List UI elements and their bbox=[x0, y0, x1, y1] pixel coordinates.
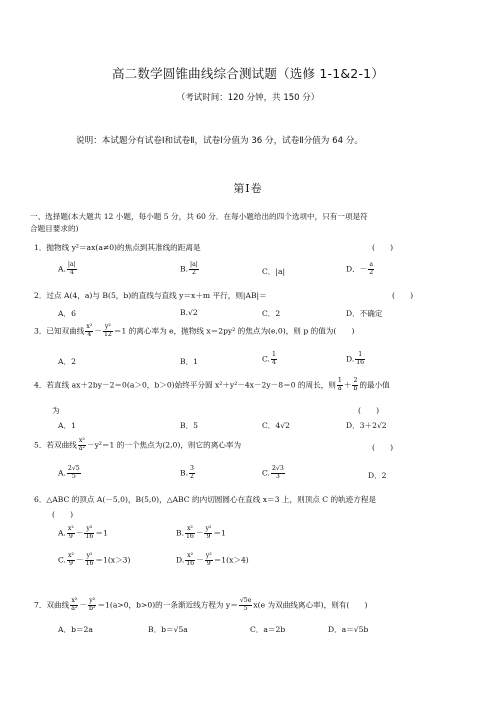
question-6-stem: 6．△ABC 的顶点 A(－5,0)，B(5,0)，△ABC 的内切圆圆心在直线 x＝3 上，则顶点 C 的轨迹方程是 bbox=[34, 495, 377, 504]
question-7-stem: 7．双曲线 $\frac{\text{x²}}{\text{a²}}$ － $\frac{\text{y²}}{\text{b²}}$ ＝1(a>0，b>0)的一条渐近线方程为 y＝ $\frac{√5e}{5}$ x(e 为双曲线离心率)，则有( ) bbox=[34, 597, 368, 612]
section-heading-line1: 一、选择题(本大题共 12 小题，每小题 5 分，共 60 分．在每小题给出的四个选项中，只有一项是符 bbox=[30, 212, 368, 221]
question-1-option-a: A. $\frac{|a|}{4}$ bbox=[58, 261, 76, 276]
question-7-option-d: D．a＝√5b bbox=[328, 625, 369, 634]
page-title: 高二数学圆锥曲线综合测试题（选修 1-1&2-1） bbox=[111, 66, 385, 81]
question-4-answer-paren: ( ) bbox=[358, 406, 380, 415]
question-6-option-a: A. $\frac{\text{x²}}{9}$ － $\frac{\text{y²}}{16}$ ＝1 bbox=[58, 525, 108, 540]
question-4-option-a: A．1 bbox=[58, 421, 76, 430]
part-title: 第Ⅰ卷 bbox=[233, 182, 263, 195]
exam-time-subtitle: （考试时间：120 分钟，共 150 分） bbox=[176, 93, 320, 103]
question-3-option-d: D. $\frac{1}{16}$ bbox=[346, 351, 365, 366]
question-3-option-a: A．2 bbox=[58, 357, 76, 366]
section-heading-line2: 合题目要求的) bbox=[30, 224, 79, 233]
question-4-option-d: D．3＋2√2 bbox=[346, 421, 387, 430]
question-5-option-c: C. $\frac{2√3}{3}$ bbox=[262, 465, 284, 480]
question-5-option-a: A. $\frac{2√5}{5}$ bbox=[58, 465, 80, 480]
question-6-option-b: B. $\frac{\text{x²}}{16}$ － $\frac{\text{y²}}{9}$ ＝1 bbox=[176, 525, 226, 540]
question-4-option-b: B．5 bbox=[180, 421, 199, 430]
question-5-option-b: B. $\frac{3}{2}$ bbox=[180, 465, 194, 480]
question-5-answer-paren: ( ) bbox=[372, 443, 394, 452]
question-4-option-c: C．4√2 bbox=[262, 421, 290, 430]
question-3-option-b: B．1 bbox=[180, 357, 199, 366]
question-4-stem-continued: 为 bbox=[52, 406, 60, 415]
question-6-option-d: D. $\frac{\text{x²}}{16}$ － $\frac{\text{y²}}{9}$ ＝1(x＞4) bbox=[176, 552, 249, 567]
question-2-option-d: D．不确定 bbox=[346, 309, 383, 318]
question-2-stem: 2．过点 A(4，a)与 B(5，b)的直线与直线 y＝x＋m 平行，则|AB|＝ bbox=[34, 291, 267, 300]
question-5-option-d: D．2 bbox=[368, 471, 387, 480]
question-2-option-c: C．2 bbox=[262, 309, 281, 318]
question-1-answer-paren: ( ) bbox=[372, 243, 394, 252]
question-1-option-b: B. $\frac{|a|}{2}$ bbox=[180, 261, 198, 276]
question-7-option-c: C．a＝2b bbox=[250, 625, 286, 634]
question-1-option-c: C．|a| bbox=[262, 267, 286, 276]
question-3-stem: 3．已知双曲线 $\frac{\text{x²}}{4}$ － $\frac{\text{y²}}{12}$ ＝1 的离心率为 e，抛物线 x＝2py² 的焦点为(e,0)，则 p 的值为( ) bbox=[34, 323, 355, 338]
question-3-option-c: C. $\frac{1}{4}$ bbox=[262, 351, 276, 366]
question-1-stem: 1．抛物线 y²＝ax(a≠0)的焦点到其准线的距离是 bbox=[34, 243, 201, 252]
question-6-option-c: C. $\frac{\text{x²}}{9}$ － $\frac{\text{y²}}{16}$ ＝1(x＞3) bbox=[58, 552, 131, 567]
question-7-option-b: B．b＝√5a bbox=[148, 625, 188, 634]
question-5-stem: 5．若双曲线 $\frac{\text{x²}}{\text{a²}}$ －y²＝1 的一个焦点为(2,0)，则它的离心率为 bbox=[34, 437, 242, 452]
question-4-stem: 4．若直线 ax＋2by－2＝0(a＞0，b＞0)始终平分圆 x²＋y²－4x－2y－8＝0 的周长，则 $\frac{1}{a}$ ＋ $\frac{2}{b}$ 的最小值 bbox=[34, 377, 390, 392]
question-6-answer-paren: ( ) bbox=[52, 510, 74, 519]
question-1-option-d: D．－ $\frac{a}{2}$ bbox=[346, 261, 374, 276]
question-7-option-a: A．b＝2a bbox=[58, 625, 93, 634]
question-2-answer-paren: ( ) bbox=[392, 291, 414, 300]
exam-note: 说明：本试题分有试卷Ⅰ和试卷Ⅱ，试卷Ⅰ分值为 36 分，试卷Ⅱ分值为 64 分。 bbox=[76, 136, 363, 146]
question-2-option-b: B.√2 bbox=[180, 308, 198, 317]
question-2-option-a: A．6 bbox=[58, 309, 76, 318]
